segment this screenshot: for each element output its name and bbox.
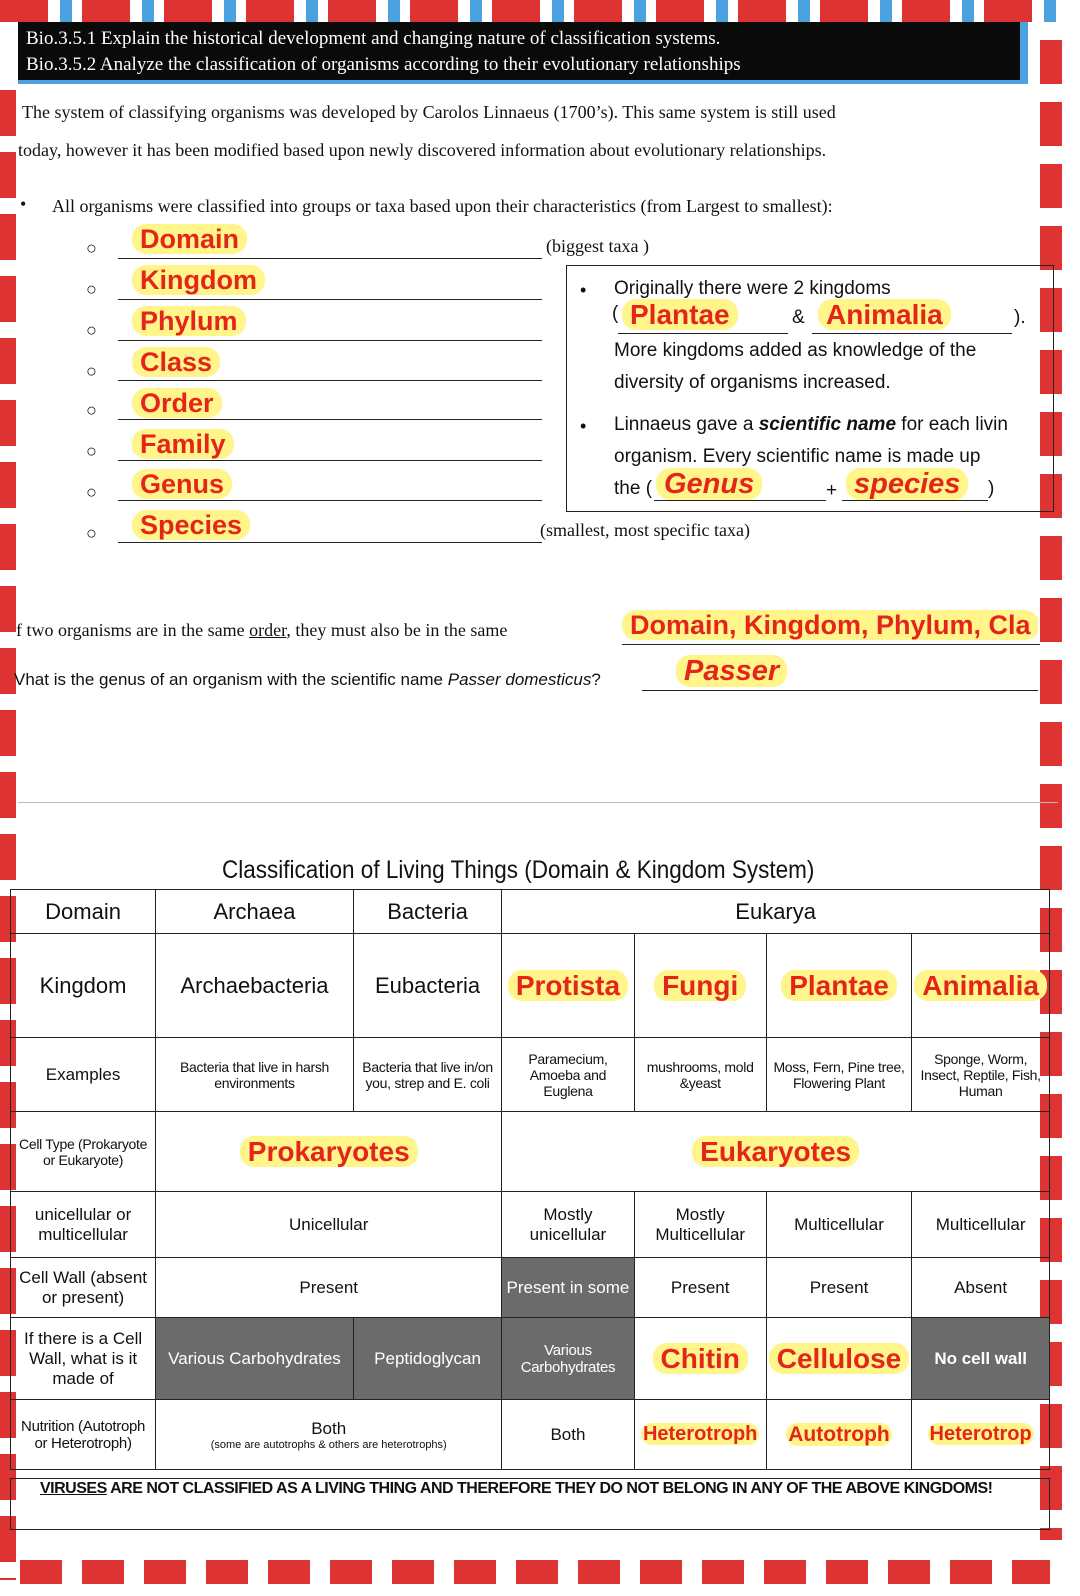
wall-fungi: Present (634, 1258, 766, 1318)
standard-2: Bio.3.5.2 Analyze the classification of organisms according to their evolutionary relationships (26, 54, 741, 75)
answer-genus: Genus (656, 468, 762, 500)
answer-line (118, 542, 542, 543)
answer-line (118, 460, 542, 461)
question-order: f two organisms are in the same order, they must also be in the same (16, 620, 508, 640)
domain-archaea: Archaea (156, 890, 354, 934)
intro-line-2: today, however it has been modified based upon newly discovered information about evolutionary relationships. (18, 140, 827, 160)
examples-row (11, 1038, 1050, 1112)
bullet-circle: ○ (86, 238, 97, 258)
classification-table (10, 889, 1050, 1470)
smallest-note: (smallest, most specific taxa) (540, 520, 750, 540)
kingdom-fungi: Fungi (634, 934, 766, 1038)
answer-order: Domain, Kingdom, Phylum, Cla (622, 610, 1038, 641)
bullet-circle: ○ (86, 279, 97, 299)
example-animalia: Sponge, Worm, Insect, Reptile, Fish, Human (912, 1038, 1050, 1112)
examples-label: Examples (11, 1038, 156, 1112)
answer-line (622, 644, 1040, 645)
unicellular-label: unicellular or multicellular (11, 1192, 156, 1258)
wallmaterial-label: If there is a Cell Wall, what is it made of (11, 1318, 156, 1400)
unicellular-row (11, 1192, 1050, 1258)
intro-bullet: All organisms were classified into groups or taxa based upon their characteristics (from Largest to smallest): (52, 196, 833, 216)
nutrition-label: Nutrition (Autotroph or Heterotroph) (11, 1400, 156, 1470)
wallmaterial-row (11, 1318, 1050, 1400)
kingdom-eubacteria: Eubacteria (353, 934, 501, 1038)
taxon-class: Class (132, 347, 220, 378)
answer-species: species (846, 468, 968, 500)
celltype-prokaryotes: Prokaryotes (156, 1112, 502, 1192)
celltype-eukaryotes: Eukaryotes (502, 1112, 1050, 1192)
taxon-order: Order (132, 388, 222, 419)
example-archaebacteria: Bacteria that live in harsh environments (156, 1038, 354, 1112)
wall-prokaryotes: Present (156, 1258, 502, 1318)
uni-plantae: Multicellular (766, 1192, 911, 1258)
example-plantae: Moss, Fern, Pine tree, Flowering Plant (766, 1038, 911, 1112)
example-eubacteria: Bacteria that live in/on you, strep and E. coli (353, 1038, 501, 1112)
celltype-label: Cell Type (Prokaryote or Eukaryote) (11, 1112, 156, 1192)
wallmat-animalia: No cell wall (912, 1318, 1050, 1400)
intro-line-1: The system of classifying organisms was developed by Carolos Linnaeus (1700’s). This same system is still used (22, 102, 836, 122)
box-bullet-1-dot: • (580, 280, 587, 300)
wallmat-protista: Various Carbohydrates (502, 1318, 634, 1400)
example-protista: Paramecium, Amoeba and Euglena (502, 1038, 634, 1112)
taxon-genus: Genus (132, 469, 232, 500)
box-line-5: Linnaeus gave a scientific name for each livin (614, 414, 1008, 435)
cellwall-row (11, 1258, 1050, 1318)
nutrition-row (11, 1400, 1050, 1470)
celltype-row (11, 1112, 1050, 1192)
kingdom-row (11, 934, 1050, 1038)
box-kingdoms-line: ( Plantae & Animalia ). (612, 303, 1032, 337)
kingdom-label: Kingdom (11, 934, 156, 1038)
answer-line (118, 340, 542, 341)
nutrition-protista: Both (502, 1400, 634, 1470)
uni-animalia: Multicellular (912, 1192, 1050, 1258)
answer-line (118, 380, 542, 381)
answer-passer: Passer (676, 655, 787, 688)
wallmat-eubacteria: Peptidoglycan (353, 1318, 501, 1400)
answer-line (642, 690, 1038, 691)
answer-line (118, 419, 542, 420)
kingdom-animalia: Animalia (912, 934, 1050, 1038)
box-line-3: More kingdoms added as knowledge of the (614, 340, 977, 361)
answer-line (118, 500, 542, 501)
biggest-note: (biggest taxa ) (546, 236, 649, 256)
nutrition-fungi: Heterotroph (634, 1400, 766, 1470)
answer-line (118, 299, 542, 300)
box-bullet-2-dot: • (580, 416, 587, 436)
answer-line (118, 258, 542, 259)
taxon-domain: Domain (132, 224, 247, 255)
wall-plantae: Present (766, 1258, 911, 1318)
wall-animalia: Absent (912, 1258, 1050, 1318)
bullet-circle: ○ (86, 482, 97, 502)
bullet-circle: ○ (86, 400, 97, 420)
domain-label: Domain (11, 890, 156, 934)
uni-prokaryotes: Unicellular (156, 1192, 502, 1258)
section-divider (18, 802, 1058, 803)
box-name-line: the ( Genus + species ) (614, 468, 995, 501)
domain-eukarya: Eukarya (502, 890, 1050, 934)
bullet-circle: ○ (86, 320, 97, 340)
intro-bullet-dot: • (20, 194, 27, 214)
example-fungi: mushrooms, mold &yeast (634, 1038, 766, 1112)
wall-protista: Present in some (502, 1258, 634, 1318)
uni-fungi: Mostly Multicellular (634, 1192, 766, 1258)
nutrition-prokaryotes: Both (some are autotrophs & others are heterotrophs) (156, 1400, 502, 1470)
question-genus: Vhat is the genus of an organism with the scientific name Passer domesticus? (14, 670, 601, 689)
cellwall-label: Cell Wall (absent or present) (11, 1258, 156, 1318)
taxon-species: Species (132, 510, 250, 541)
virus-footer: VIRUSES ARE NOT CLASSIFIED AS A LIVING THING AND THEREFORE THEY DO NOT BELONG IN ANY OF THE ABOVE KINGDOMS! (40, 1480, 993, 1497)
taxon-family: Family (132, 429, 234, 460)
kingdom-protista: Protista (502, 934, 634, 1038)
nutrition-plantae: Autotroph (766, 1400, 911, 1470)
kingdom-archaebacteria: Archaebacteria (156, 934, 354, 1038)
answer-animalia: Animalia (818, 299, 951, 330)
standard-1: Bio.3.5.1 Explain the historical development and changing nature of classification systems. (26, 28, 721, 49)
table-title: Classification of Living Things (Domain & Kingdom System) (222, 856, 815, 884)
answer-plantae: Plantae (622, 299, 738, 330)
bullet-circle: ○ (86, 441, 97, 461)
box-line-4: diversity of organisms increased. (614, 372, 891, 393)
taxon-phylum: Phylum (132, 306, 246, 337)
wallmat-fungi: Chitin (634, 1318, 766, 1400)
standards-header (18, 22, 1028, 84)
bullet-circle: ○ (86, 523, 97, 543)
nutrition-animalia: Heterotrop (912, 1400, 1050, 1470)
box-line-6: organism. Every scientific name is made up (614, 446, 981, 467)
domain-bacteria: Bacteria (353, 890, 501, 934)
taxon-kingdom: Kingdom (132, 265, 265, 296)
box-line-1: Originally there were 2 kingdoms (614, 278, 891, 299)
uni-protista: Mostly unicellular (502, 1192, 634, 1258)
bullet-circle: ○ (86, 361, 97, 381)
domain-row (11, 890, 1050, 934)
top-border (0, 0, 1060, 22)
kingdom-plantae: Plantae (766, 934, 911, 1038)
wallmat-plantae: Cellulose (766, 1318, 911, 1400)
wallmat-archaebacteria: Various Carbohydrates (156, 1318, 354, 1400)
bottom-border (20, 1560, 1050, 1584)
